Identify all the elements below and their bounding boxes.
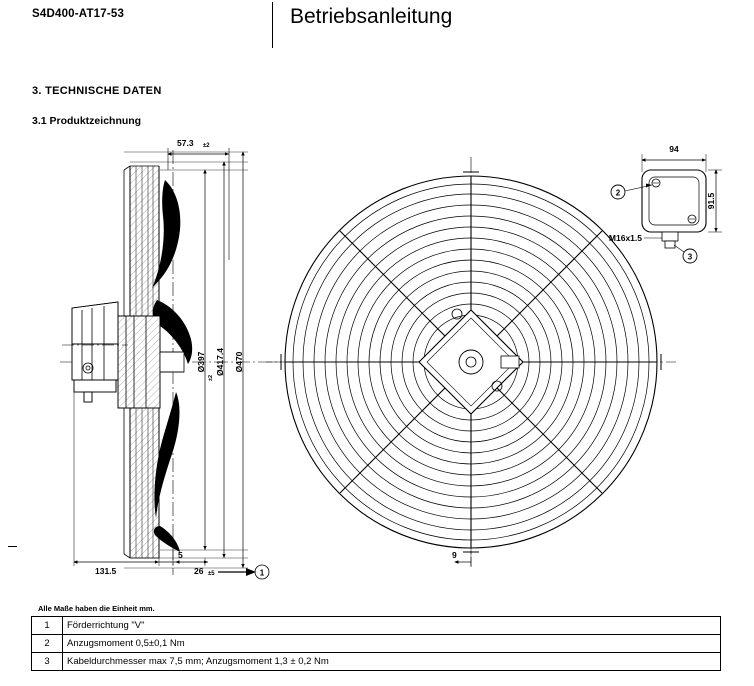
section-heading: 3. TECHNISCHE DATEN: [32, 85, 162, 97]
svg-text:9: 9: [452, 550, 457, 560]
svg-text:Ø470: Ø470: [234, 351, 244, 373]
page-header: [0, 0, 754, 56]
svg-text:94: 94: [669, 144, 679, 154]
product-technical-drawing: [0, 130, 754, 590]
legend-number: 1: [32, 617, 63, 635]
units-note: Alle Maße haben die Einheit mm.: [38, 604, 155, 613]
svg-text:2: 2: [615, 188, 621, 198]
table-row: [32, 635, 721, 653]
header-divider: [272, 2, 273, 48]
legend-table: [31, 616, 721, 671]
svg-text:±2: ±2: [203, 143, 210, 149]
svg-text:±2: ±2: [208, 374, 214, 382]
legend-text: Förderrichtung "V": [63, 617, 721, 635]
legend-text: Kabeldurchmesser max 7,5 mm; Anzugsmoment 1,3 ± 0,2 Nm: [63, 653, 721, 671]
svg-text:Ø417.4: Ø417.4: [215, 348, 225, 376]
subsection-heading: 3.1 Produktzeichnung: [32, 115, 142, 127]
svg-text:26: 26: [194, 566, 204, 576]
legend-number: 3: [32, 653, 63, 671]
legend-number: 2: [32, 635, 63, 653]
svg-text:3: 3: [687, 252, 693, 262]
svg-text:57.3: 57.3: [177, 138, 194, 148]
svg-text:91.5: 91.5: [706, 192, 716, 210]
svg-text:Ø397: Ø397: [196, 351, 206, 373]
svg-text:M16x1.5: M16x1.5: [608, 233, 642, 243]
svg-text:131.5: 131.5: [95, 566, 117, 576]
document-title: Betriebsanleitung: [290, 5, 453, 28]
table-row: [32, 617, 721, 635]
table-row: [32, 653, 721, 671]
product-model-label: S4D400-AT17-53: [32, 8, 125, 20]
legend-text: Anzugsmoment 0,5±0,1 Nm: [63, 635, 721, 653]
svg-text:1: 1: [259, 568, 265, 578]
svg-text:±5: ±5: [208, 571, 215, 577]
svg-text:5: 5: [178, 550, 183, 560]
